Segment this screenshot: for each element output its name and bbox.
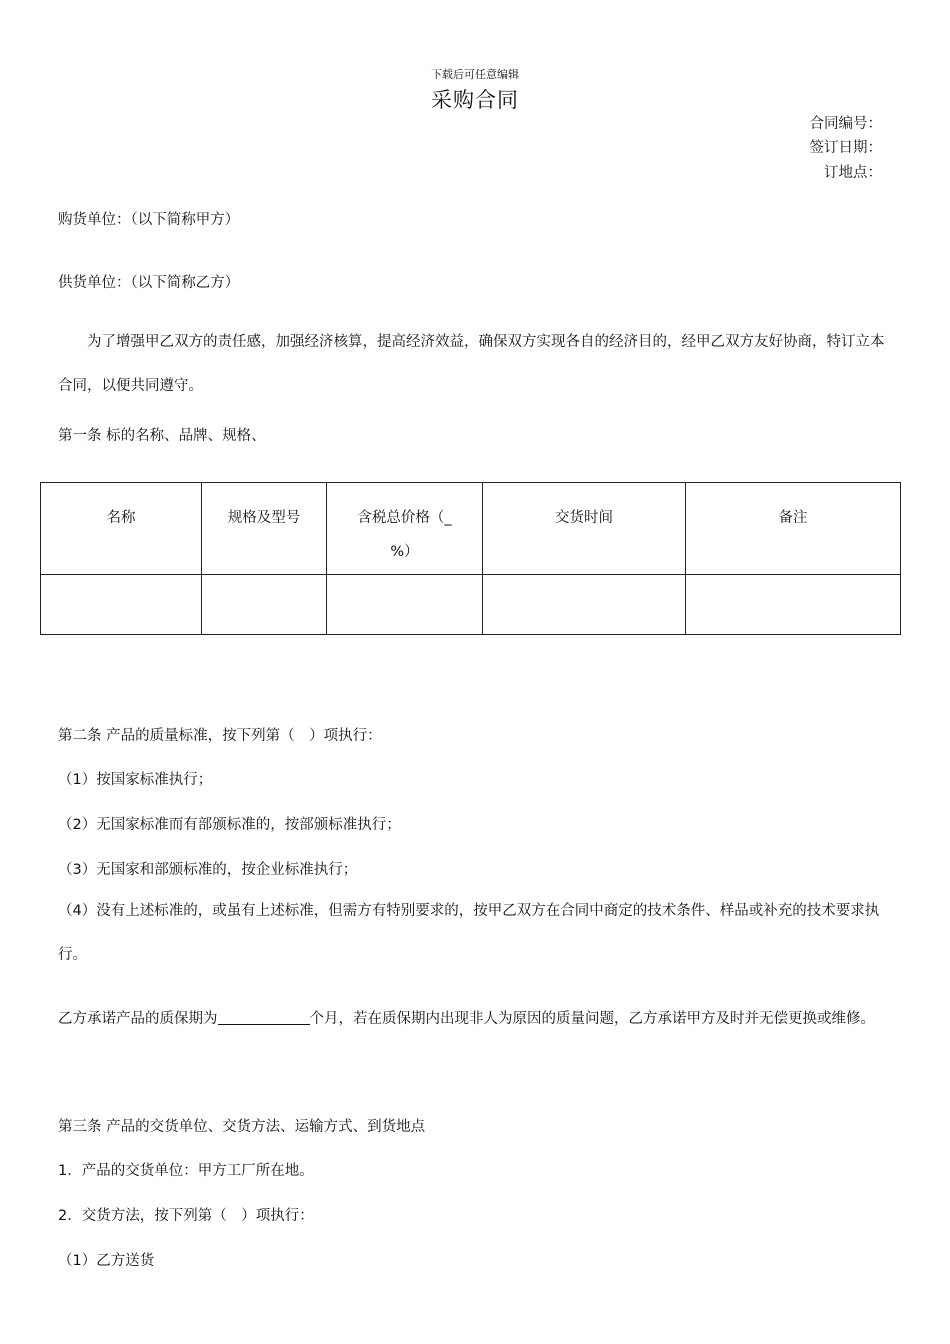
col-header-price [327, 483, 483, 575]
article2-heading: 第二条 产品的质量标准，按下列第（ ）项执行： [58, 728, 382, 744]
contract-number-label: 合同编号： [809, 116, 882, 132]
buyer-line: 购货单位：（以下简称甲方） [58, 212, 240, 228]
warranty-months-blank[interactable] [218, 1009, 310, 1025]
col-header-price-line2: %） [390, 544, 419, 560]
supplier-line: 供货单位：（以下简称乙方） [58, 275, 240, 291]
article2-item3: （3）无国家和部颁标准的，按企业标准执行； [58, 862, 358, 878]
intro-paragraph: 为了增强甲乙双方的责任感，加强经济核算，提高经济效益，确保双方实现各自的经济目的，经甲乙双方友好协商，特订立本合同，以便共同遵守。 [58, 334, 885, 394]
article3-heading: 第三条 产品的交货单位、交货方法、运输方式、到货地点 [58, 1119, 426, 1135]
table-cell[interactable] [327, 575, 483, 635]
table-cell[interactable] [41, 575, 202, 635]
article2-item2: （2）无国家标准而有部颁标准的，按部颁标准执行； [58, 817, 401, 833]
table-cell[interactable] [483, 575, 686, 635]
sign-date-label: 签订日期： [809, 140, 882, 156]
col-header-spec: 规格及型号 [202, 483, 327, 575]
table-row [41, 575, 901, 635]
warranty-paragraph [58, 997, 888, 1041]
article3-sub1: （1）乙方送货 [58, 1253, 155, 1269]
article2-item1: （1）按国家标准执行； [58, 772, 213, 788]
article1-heading: 第一条 标的名称、品牌、规格、 [58, 428, 266, 444]
table-cell[interactable] [202, 575, 327, 635]
warranty-text-after: 个月，若在质保期内出现非人为原因的质量问题，乙方承诺甲方及时并无偿更换或维修。 [309, 1011, 875, 1027]
col-header-remark: 备注 [686, 483, 901, 575]
table-cell[interactable] [686, 575, 901, 635]
article2-item4: （4）没有上述标准的，或虽有上述标准，但需方有特别要求的，按甲乙双方在合同中商定的技术条件、样品或补充的技术要求执行。 [58, 903, 880, 963]
col-header-delivery: 交货时间 [483, 483, 686, 575]
sign-place-label: 订地点： [824, 165, 882, 181]
page-title: 采购合同 [431, 88, 519, 112]
warranty-text-before: 乙方承诺产品的质保期为 [58, 1011, 218, 1027]
article3-item2: 2．交货方法，按下列第（ ）项执行： [58, 1208, 314, 1224]
table-header-row [41, 483, 901, 575]
download-note: 下载后可任意编辑 [431, 68, 519, 81]
col-header-price-line1: 含税总价格（_ [357, 510, 452, 526]
col-header-name: 名称 [41, 483, 202, 575]
article3-item1: 1．产品的交货单位：甲方工厂所在地。 [58, 1163, 314, 1179]
spec-table [40, 482, 901, 635]
